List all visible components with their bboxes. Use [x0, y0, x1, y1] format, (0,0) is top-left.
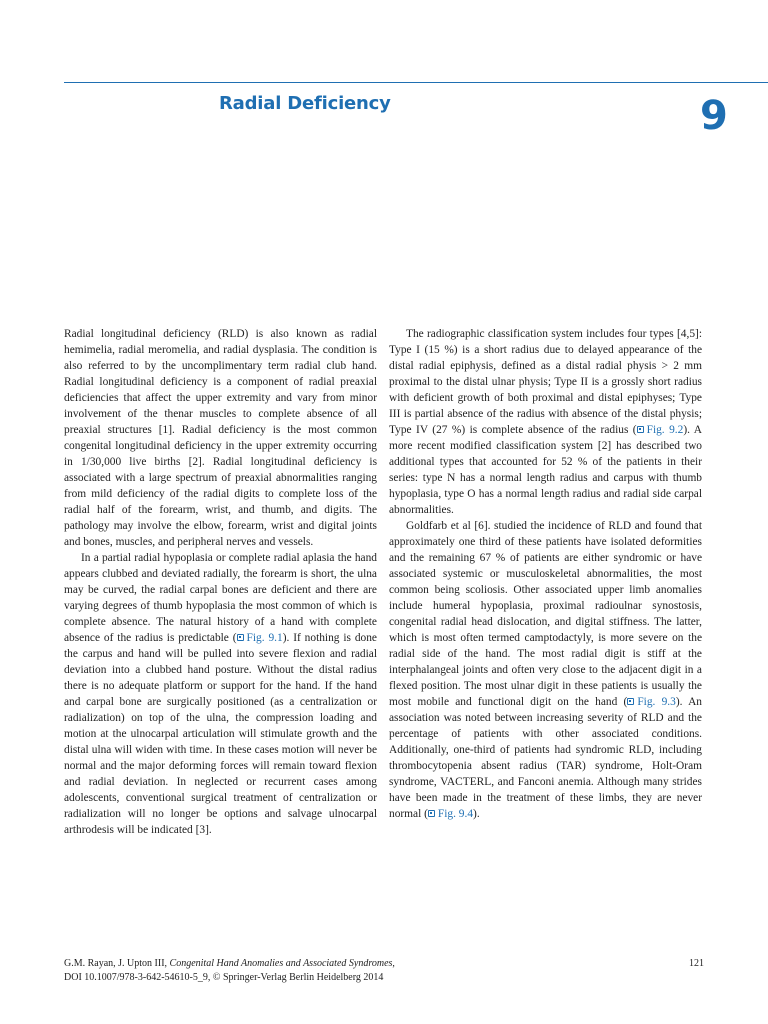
doi-line: DOI 10.1007/978-3-642-54610-5_9, © Springer-Verlag Berlin Heidelberg 2014 [64, 972, 384, 983]
header-rule [64, 82, 768, 83]
figure-link-9-1[interactable]: Fig. 9.1 [237, 632, 283, 644]
figure-icon [637, 426, 644, 433]
right-column [389, 326, 702, 822]
paragraph: In a partial radial hypoplasia or complete radial aplasia the hand appears clubbed and deviated radially, the forearm is short, the ulna may be curved, the radial carpal bones are deficient and there are varying degrees of thumb hypoplasia the most common of which is complete absence. The natural history of a hand with complete absence of the radius is predictable ( Fig. 9.1). If nothing is done the carpus and hand will be pulled into severe flexion and radial deviation into a clubbed hand posture. Without the distal radius there is no adequate platform or support for the hand. If the hand and carpal bone are surgically positioned (as a centralization or radialization) on top of the ulna, the compression loading and motion at the ulnocarpal articulation will stimulate growth and the distal ulna will widen with time. In these cases motion will never be normal and the major deforming forces will remain toward flexion and radial deviation. In neglected or recurrent cases among adolescents, conventional surgical treatment of centralization or radialization will no longer be options and salvage ulnocarpal arthrodesis will be indicated [3]. [64, 552, 377, 836]
figure-link-9-3[interactable]: Fig. 9.3 [627, 696, 676, 708]
figure-link-9-2[interactable]: Fig. 9.2 [637, 424, 684, 436]
paragraph: Goldfarb et al [6]. studied the incidence of RLD and found that approximately one third of these patients have isolated deformities and the remaining 67 % of patients are either syndromic or have associated systemic or musculoskeletal abnormalities, the most common being scoliosis. Other associated upper limb anomalies include humeral hypoplasia, proximal radioulnar synostosis, congenital radial head dislocation, and digital stiffness. The latter, which is most often termed camptodactyly, is more severe on the radial side of the hand. The most radial digit is stiff at the interphalangeal joints and often very close to the adjacent digit in a flexed position. The most ulnar digit in these patients is usually the most mobile and functional digit on the hand ( Fig. 9.3). An association was noted between increasing severity of RLD and the percentage of patients with other associated conditions. Additionally, one-third of patients had syndromic RLD, including thrombocytopenia absent radius (TAR) syndrome, Holt-Oram syndrome, VACTERL, and Fanconi anemia. Although many strides have been made in the treatment of these limbs, they are never normal ( Fig. 9.4). [389, 520, 702, 820]
book-title: Congenital Hand Anomalies and Associated Syndromes [169, 958, 393, 969]
figure-icon [627, 698, 634, 705]
footer-citation: G.M. Rayan, J. Upton III, Congenital Hand Anomalies and Associated Syndromes, DOI 10.1007/978-3-642-54610-5_9, © Springer-Verlag Berlin Heidelberg 2014 [64, 958, 395, 983]
figure-icon [428, 810, 435, 817]
figure-icon [237, 634, 244, 641]
chapter-title: Radial Deficiency [219, 93, 391, 114]
figure-link-9-4[interactable]: Fig. 9.4 [428, 808, 473, 820]
chapter-number: 9 [700, 93, 728, 139]
paragraph: The radiographic classification system includes four types [4,5]: Type I (15 %) is a short radius due to delayed appearance of the distal radial epiphysis, defined as a distal radial physis > 2 mm proximal to the distal ulnar physis; Type II is a grossly short radius with deficient growth of both proximal and distal epiphyses; Type III is partial absence of the radius with absence of the distal physis; Type IV (27 %) is complete absence of the radius ( Fig. 9.2). A more recent modified classification system [2] has described two additional types that accounted for 52 % of the patients in their series: type N has a normal length radius and carpus with thumb hypoplasia, type O has a normal length radius and radial side carpal abnormalities. [389, 328, 702, 516]
page-number: 121 [689, 958, 704, 969]
paragraph: Radial longitudinal deficiency (RLD) is also known as radial hemimelia, radial meromelia, and radial dysplasia. The condition is also referred to by the uncomplimentary term radial club hand. Radial longitudinal deficiency is a component of radial preaxial deficiencies that affect the upper extremity and vary from minor involvement of the thenar muscles to complete absence of all preaxial structures [1]. Radial deficiency is the most common congenital longitudinal deficiency in the upper extremity occurring in 1/30,000 live births [2]. Radial longitudinal deficiency is associated with a large spectrum of preaxial abnormalities ranging from mild deficiency of the radial digits to complete loss of the radial half of the forearm, wrist, and thumb, and digits. The pathology may involve the elbow, forearm, wrist and digital joints and bones, muscles, and peripheral nerves and vessels. [64, 328, 377, 548]
left-column [64, 326, 377, 838]
